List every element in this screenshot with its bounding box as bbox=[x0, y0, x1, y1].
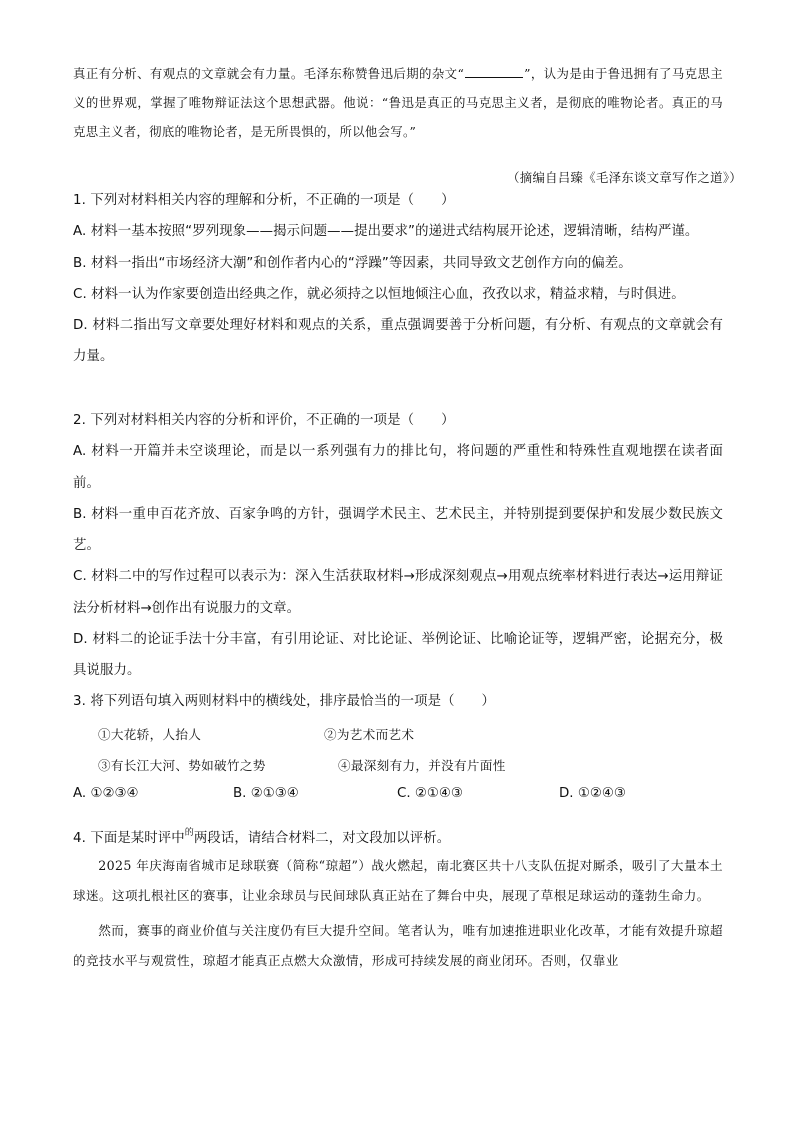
question-3-option-d: D. ①②④③ bbox=[559, 786, 626, 801]
question-2-option-c: C. 材料二中的写作过程可以表示为：深入生活获取材料→形成深刻观点→用观点统率材料进行表达→运用辩证法分析材料→创作出有说服力的文章。 bbox=[73, 569, 723, 616]
question-2-option-b: B. 材料一重申百花齐放、百家争鸣的方针，强调学术民主、艺术民主，并特别提到要保护和发展少数民族文艺。 bbox=[73, 506, 723, 554]
question-3-option-b: B. ②①③④ bbox=[233, 786, 299, 801]
question-4 bbox=[73, 818, 723, 854]
question-2-stem: 2. 下列对材料相关内容的分析和评价，不正确的一项是（ ） bbox=[73, 413, 455, 428]
question-4-stem bbox=[73, 818, 723, 854]
question-2-option-a: A. 材料一开篇并未空谈理论，而是以一系列强有力的排比句，将问题的严重性和特殊性直观地摆在读者面前。 bbox=[73, 444, 723, 491]
sentence-1: ①大花轿，人抬人 bbox=[98, 727, 202, 742]
question-4-passage bbox=[73, 851, 723, 975]
question-4-stem-raised-char: 的 bbox=[184, 828, 194, 838]
question-1-option-d: D. 材料二指出写文章要处理好材料和观点的关系，重点强调要善于分析问题，有分析、有观点的文章就会有力量。 bbox=[73, 318, 723, 365]
material-source: （摘编自吕臻《毛泽东谈文章写作之道》） bbox=[507, 170, 742, 185]
passage-paragraph-1: 2025 年庆海南省城市足球联赛（简称“琼超”）战火燃起，南北赛区共十八支队伍捉对厮杀，吸引了大量本土球迷。这项扎根社区的赛事，让业余球员与民间球队真正站在了舞台中央，展现了草根足球运动的蓬勃生命力。 bbox=[73, 858, 723, 903]
material-text-before-blank: 真正有分析、有观点的文章就会有力量。毛泽东称赞鲁迅后期的杂文“ bbox=[73, 66, 465, 81]
question-3-stem: 3. 将下列语句填入两则材料中的横线处，排序最恰当的一项是（ ） bbox=[73, 694, 496, 709]
question-1-option-c: C. 材料一认为作家要创造出经典之作，就必须持之以恒地倾注心血，孜孜以求，精益求精，与时俱进。 bbox=[73, 286, 685, 302]
answer-blank bbox=[465, 65, 523, 78]
material-text-after-blank: ”，认为是由于鲁迅拥有了马克思主义的世界观，掌握了唯物辩证法这个思想武器。他说：“鲁迅是真正的马克思主义者，是彻底的唯物论者。真正的马克思主义者，彻底的唯物论者，是无所畏惧的，所以他会写。” bbox=[73, 66, 723, 139]
question-2-option-d: D. 材料二的论证手法十分丰富，有引用论证、对比论证、举例论证、比喻论证等，逻辑严密，论据充分，极具说服力。 bbox=[73, 632, 723, 679]
question-2 bbox=[73, 405, 723, 687]
question-3-option-a: A. ①②③④ bbox=[73, 786, 139, 801]
question-1-option-b: B. 材料一指出“市场经济大潮”和创作者内心的“浮躁”等因素，共同导致文艺创作方向的偏差。 bbox=[73, 255, 632, 271]
passage-paragraph-2: 然而，赛事的商业价值与关注度仍有巨大提升空间。笔者认为，唯有加速推进职业化改革，才能有效提升琼超的竞技水平与观赏性，琼超才能真正点燃大众激情，形成可持续发展的商业闭环。否则，仅靠业 bbox=[73, 923, 723, 968]
question-1-option-a: A. 材料一基本按照“罗列现象——揭示问题——提出要求”的递进式结构展开论述，逻辑清晰，结构严谨。 bbox=[73, 224, 699, 240]
sentence-3: ③有长江大河、势如破竹之势 bbox=[98, 758, 266, 773]
question-1-stem: 1. 下列对材料相关内容的理解和分析，不正确的一项是（ ） bbox=[73, 193, 455, 208]
question-1 bbox=[73, 185, 723, 373]
material-paragraph bbox=[73, 59, 723, 146]
material-two-excerpt bbox=[73, 59, 723, 146]
question-3 bbox=[73, 686, 723, 717]
sentence-2: ②为艺术而艺术 bbox=[324, 727, 415, 742]
question-4-stem-start: 4. 下面是某时评中 bbox=[73, 831, 185, 846]
question-4-stem-end: 两段话，请结合材料二，对文段加以评析。 bbox=[193, 831, 451, 846]
question-3-option-c: C. ②①④③ bbox=[397, 786, 463, 801]
sentence-4: ④最深刻有力，并没有片面性 bbox=[338, 758, 506, 773]
